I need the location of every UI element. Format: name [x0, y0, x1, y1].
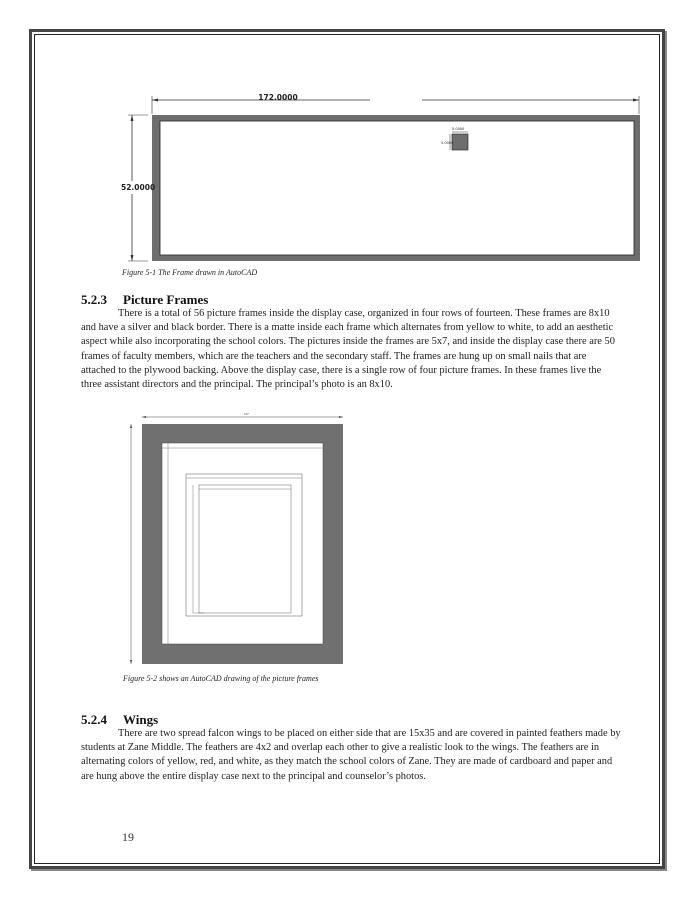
section-5-2-4-body [81, 727, 621, 784]
section-number: 5.2.3 [81, 292, 107, 307]
figure-5-1-small-width-dimension: 5.0000 [452, 127, 465, 131]
figure-5-1-caption: Figure 5-1 The Frame drawn in AutoCAD [122, 268, 258, 277]
figure-5-1-drawing [118, 88, 648, 268]
section-title: Picture Frames [123, 292, 209, 307]
section-5-2-3-heading [81, 292, 208, 308]
section-title: Wings [123, 712, 159, 727]
section-5-2-4-heading [81, 712, 158, 728]
figure-5-1-small-height-dimension: 5.0000 [441, 141, 454, 145]
section-5-2-3-body [81, 307, 621, 392]
paragraph: There are two spread falcon wings to be placed on either side that are 15x35 and are covered in painted feathers made by students at Zane Middle. The feathers are 4x2 and overlap each other to give a realistic look to the wings. The feathers are in alternating colors of yellow, red, and white, as they match the school colors of Zane. They are made of cardboard and paper and are hung above the entire display case next to the principal and counselor’s photos. [81, 728, 621, 782]
section-number: 5.2.4 [81, 712, 107, 727]
figure-5-1-height-dimension: 52.0000 [121, 183, 156, 192]
figure-5-1-width-dimension: 172.0000 [258, 93, 298, 102]
paragraph: There is a total of 56 picture frames inside the display case, organized in four rows of fourteen. These frames are 8x10 and have a silver and black border. There is a matte inside each frame which alternates from yellow to white, to add an aesthetic aspect while also incorporating the school colors. The pictures inside the frames are 5x7, and inside the display case there are 50 frames of faculty members, which are the teachers and the secondary staff. The frames are hung up on small nails that are attached to the plywood backing. Above the display case, there is a single row of four picture frames. In these frames live the three assistant directors and the principal. The principal’s photo is an 8x10. [81, 308, 615, 391]
svg-text:10": 10" [244, 412, 250, 416]
figure-5-2-caption: Figure 5-2 shows an AutoCAD drawing of the picture frames [123, 674, 319, 683]
page-number: 19 [122, 830, 134, 844]
figure-5-2-drawing [124, 412, 354, 670]
